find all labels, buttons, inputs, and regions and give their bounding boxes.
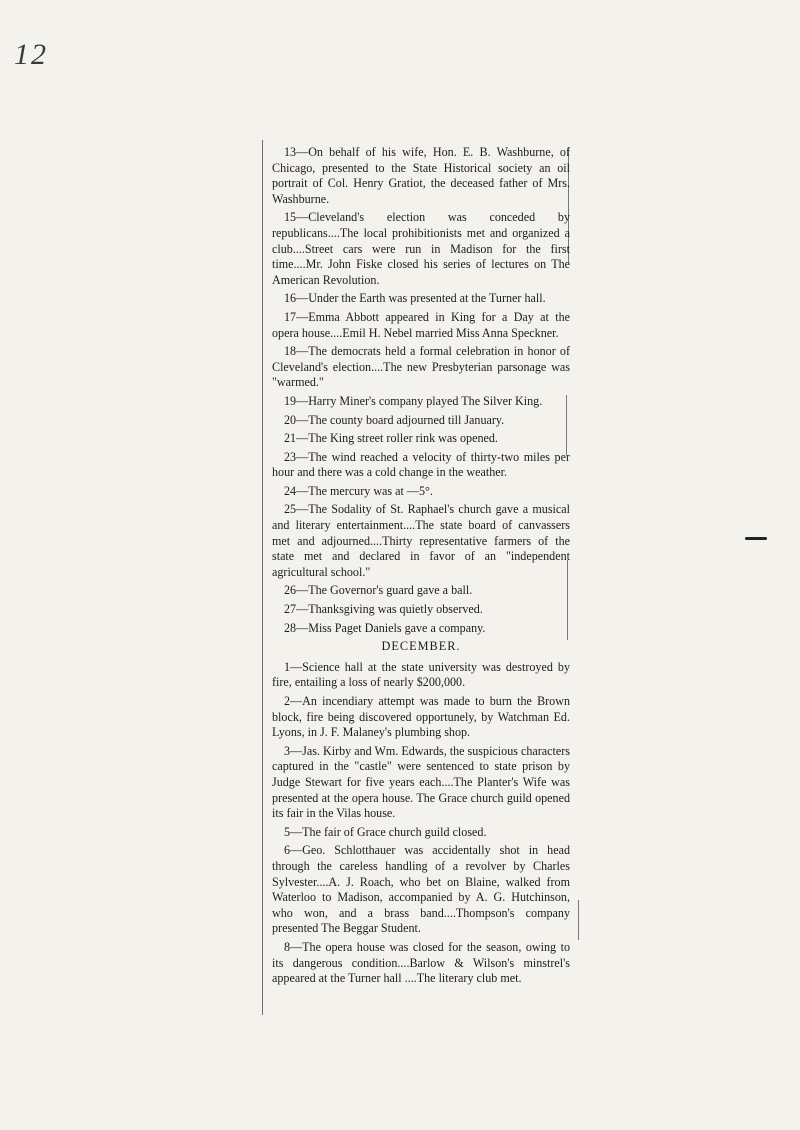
entry-dec-1: 1—Science hall at the state university was destroyed by fire, entailing a loss of nearly $200,000. (272, 659, 570, 690)
entry-nov-26: 26—The Governor's guard gave a ball. (284, 583, 473, 598)
entry-nov-17: 17—Emma Abbott appeared in King for a Day at the opera house....Emil H. Nebel married Miss Anna Speckner. (272, 309, 570, 340)
entry-nov-13: 13—On behalf of his wife, Hon. E. B. Washburne, of Chicago, presented to the State Historical society an oil portrait of Col. Henry Gratiot, the deceased father of Mrs. Washburne. (272, 145, 570, 206)
entry-nov-20: 20—The county board adjourned till January. (284, 412, 505, 427)
entry-nov-21: 21—The King street roller rink was opened. (284, 431, 498, 446)
entry-nov-16: 16—Under the Earth was presented at the Turner hall. (284, 291, 546, 306)
entry-nov-25: 25—The Sodality of St. Raphael's church gave a musical and literary entertainment....The state board of canvassers met and adjourned....Thirty representative farmers of the state met and declared in favor of an "independent agricultural school." (272, 502, 570, 579)
month-heading-december: DECEMBER. (381, 639, 461, 654)
entry-dec-3: 3—Jas. Kirby and Wm. Edwards, the suspicious characters captured in the "castle" were sentenced to state prison by Judge Stewart for five years each....The Planter's Wife was presented at the opera house. The Grace church guild opened its fair in the Vilas house. (272, 743, 570, 821)
entry-nov-18: 18—The democrats held a formal celebration in honor of Cleveland's election....The new Presbyterian parsonage was "warmed." (272, 344, 570, 390)
entry-nov-28: 28—Miss Paget Daniels gave a company. (284, 620, 486, 635)
entry-dec-6: 6—Geo. Schlotthauer was accidentally shot in head through the careless handling of a revolver by Charles Sylvester....A. J. Roach, who bet on Blaine, walked from Waterloo to Madison, accompanied by A. G. Hutchinson, who won, and a brass band....Thompson's company presented The Beggar Student. (272, 843, 570, 936)
entry-dec-2: 2—An incendiary attempt was made to burn the Brown block, fire being discovered opportunely, by Watchman Ed. Lyons, in J. F. Malaney's plumbing shop. (272, 694, 570, 740)
entry-nov-24: 24—The mercury was at —5°. (284, 483, 433, 498)
entry-nov-27: 27—Thanksgiving was quietly observed. (284, 602, 483, 617)
chronology-column (272, 145, 570, 987)
clipping-right-edge-bottom (578, 900, 579, 940)
page-number-mark: 12 (14, 38, 48, 71)
entry-dec-8: 8—The opera house was closed for the season, owing to its dangerous condition....Barlow & Wilson's minstrel's appeared at the Turner hall ....The literary club met. (272, 939, 570, 986)
margin-dash-mark (745, 537, 767, 540)
entry-nov-19: 19—Harry Miner's company played The Silver King. (284, 393, 543, 408)
entry-nov-23: 23—The wind reached a velocity of thirty-two miles per hour and there was a cold change in the weather. (272, 449, 570, 480)
entry-nov-15: 15—Cleveland's election was conceded by republicans....The local prohibitionists met and organized a club....Street cars were run in Madison for the first time....Mr. John Fiske closed his series of lectures on The American Revolution. (272, 210, 570, 287)
entry-dec-5: 5—The fair of Grace church guild closed. (284, 824, 487, 839)
